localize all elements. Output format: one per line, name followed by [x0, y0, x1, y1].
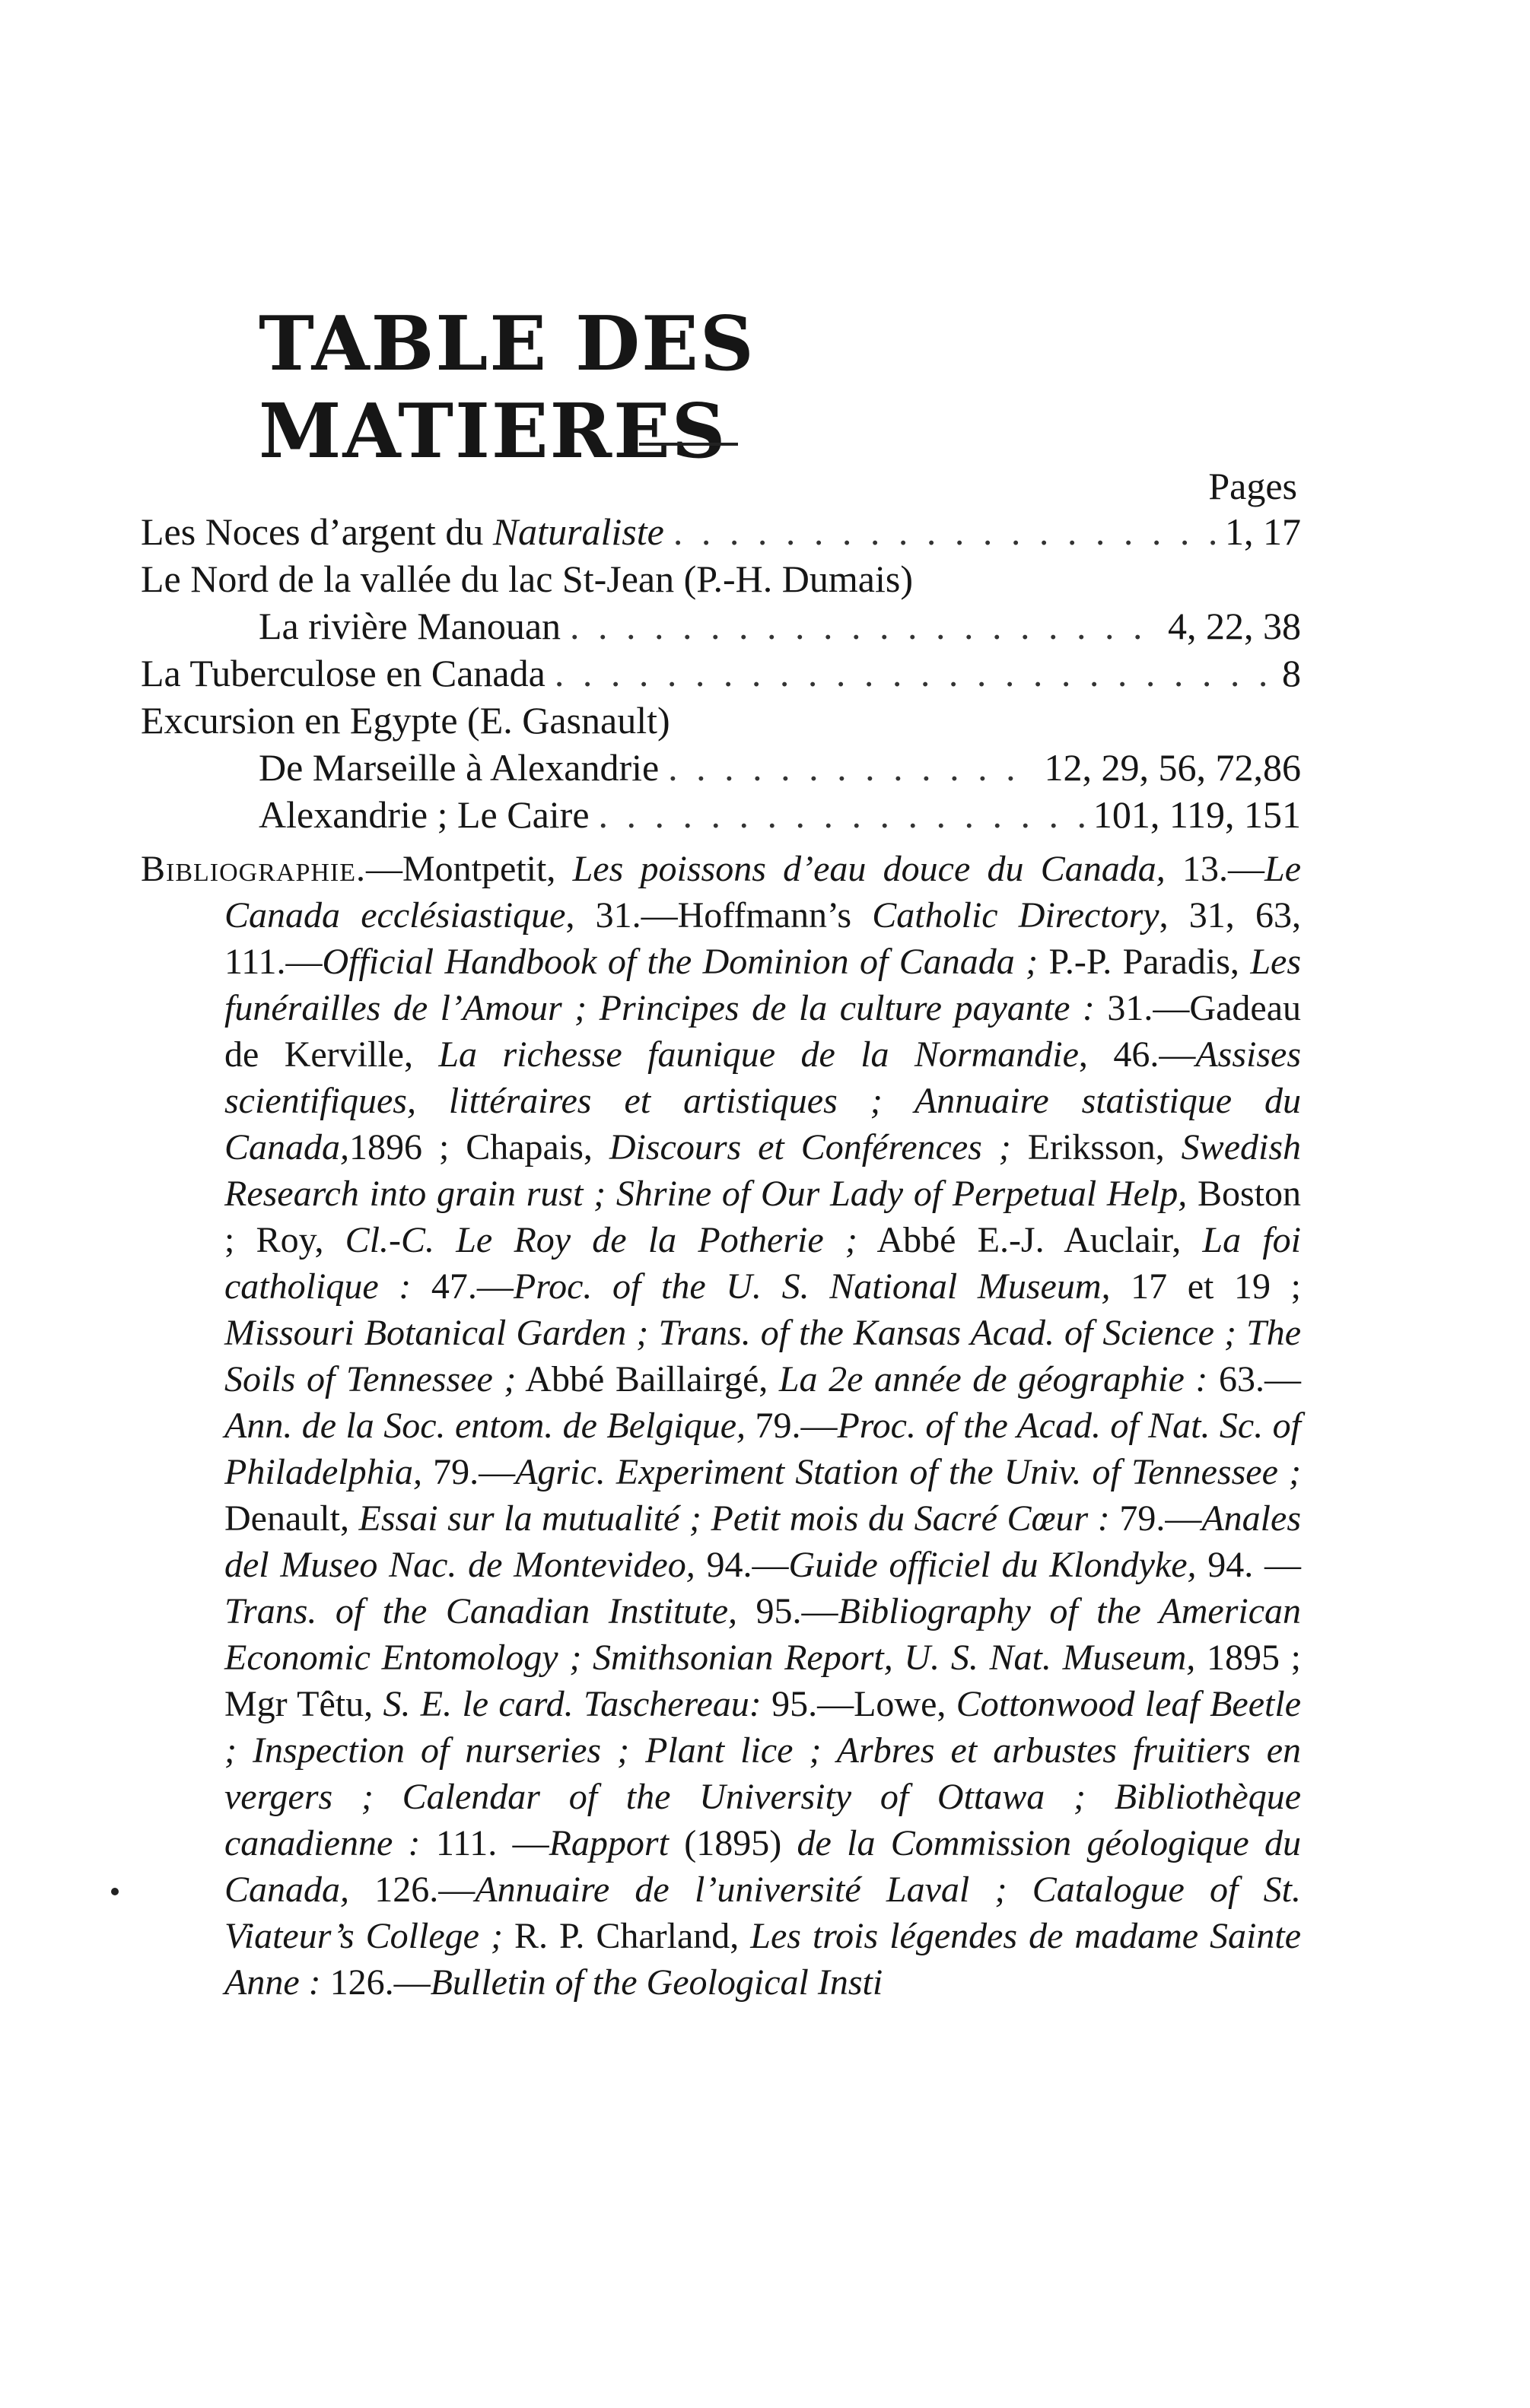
leader-dots: [570, 602, 1159, 650]
bibliography-text: P.-P. Paradis,: [1038, 942, 1251, 982]
bibliography-title: Cottonwood leaf Beetle ; Inspection of nurseries ; Plant lice ; Arbres et arbustes fruitiers en vergers ; Calendar of the University of Ottawa ; Bibliothèque canadienne :: [224, 1684, 1302, 1863]
margin-dot: [111, 1888, 119, 1895]
bibliography-title: Discours et Conférences ;: [609, 1127, 1011, 1167]
bibliography-text: 1895 ; Mgr Têtu,: [224, 1638, 1301, 1724]
leader-dots: [673, 508, 1216, 555]
bibliography-title: Proc. of the Acad. of Nat. Sc. of Philadelphia,: [224, 1406, 1301, 1492]
bibliography-title: Bulletin of the Geological Insti: [430, 1962, 883, 2003]
bibliography-title: S. E. le card. Taschereau:: [383, 1684, 762, 1724]
bibliography-text: 94. —: [1196, 1545, 1302, 1585]
bibliography-text: Abbé E.-J. Auclair,: [857, 1220, 1203, 1260]
bibliography-text: 95.—Lowe,: [761, 1684, 956, 1724]
leader-dots: [599, 791, 1084, 838]
bibliography-title: Trans. of the Canadian Institute,: [224, 1591, 738, 1631]
toc-entry-pages: 8: [1282, 652, 1301, 694]
bibliography-paragraph: [141, 846, 1302, 2006]
bibliography-title: Official Handbook of the Dominion of Canada ;: [322, 942, 1039, 982]
leader-dots: [668, 744, 1035, 791]
bibliography-text: 47.—: [411, 1266, 514, 1307]
bibliography-title: Rapport: [549, 1823, 669, 1863]
toc-entry: Excursion en Egypte (E. Gasnault): [141, 699, 670, 742]
bibliography-text: 94.—: [695, 1545, 789, 1585]
bibliography-text: , 31.—Hoffmann’s: [565, 895, 873, 936]
bibliography-title: Les funérailles de l’Amour ; Principes de la culture payante :: [224, 942, 1301, 1028]
toc-entry-pages: 12, 29, 56, 72,86: [1044, 746, 1301, 789]
bibliography-text: Eriksson,: [1010, 1127, 1182, 1167]
bibliography-text: 31.—Gadeau de Kerville,: [224, 988, 1302, 1075]
bibliography-text: 1896 ; Chapais,: [349, 1127, 609, 1167]
toc-entry: Le Nord de la vallée du lac St-Jean (P.-H. Dumais): [141, 558, 913, 600]
bibliography-text: 111. —: [420, 1823, 549, 1863]
bibliography-title: Catholic Directory: [872, 895, 1159, 936]
bibliography-text: , 46.—: [1078, 1034, 1196, 1075]
toc-entry: La Tuberculose en Canada . . . 8: [141, 650, 1301, 697]
toc-entry-pages: 101, 119, 151: [1093, 793, 1301, 836]
bibliography-title: Annuaire de l’université Laval ; Catalogue of St. Viateur’s College ;: [224, 1870, 1302, 1956]
toc-entry: Alexandrie ; Le Caire . . . 101, 119, 151: [259, 791, 1301, 838]
bibliography-text: Boston ; Roy,: [224, 1174, 1302, 1260]
bibliography-text: 63.—: [1207, 1359, 1301, 1399]
bibliography-heading: Bibliographie.: [141, 849, 366, 889]
pages-column-header: Pages: [1208, 465, 1297, 507]
bibliography-text: 79.—: [1109, 1498, 1202, 1539]
toc-entry: De Marseille à Alexandrie . . . 12, 29, 56, 72,86: [259, 744, 1301, 791]
bibliography-title: Swedish Research into grain rust ; Shrine of Our Lady of Perpetual Help,: [224, 1127, 1302, 1214]
bibliography-title: Assises scientifiques, littéraires et artistiques ; Annuaire statistique du Canada,: [224, 1034, 1301, 1167]
bibliography-title: Guide officiel du Klondyke,: [788, 1545, 1197, 1585]
bibliography-text: Abbé Baillairgé,: [516, 1359, 779, 1399]
bibliography-text: 95.—: [737, 1591, 838, 1631]
bibliography-text: —Montpetit,: [366, 849, 573, 889]
bibliography-title: Essai sur la mutualité ; Petit mois du Sacré Cœur :: [358, 1498, 1110, 1539]
toc-entry: La rivière Manouan . . . 4, 22, 38: [259, 602, 1301, 650]
bibliography-title: Le Canada ecclésiastique: [224, 849, 1302, 936]
bibliography-title: Bibliography of the American Economic Entomology ; Smithsonian Report, U. S. Nat. Museum,: [224, 1591, 1302, 1678]
toc-entry-pages: 4, 22, 38: [1168, 605, 1301, 647]
toc-entry-pages: 1, 17: [1225, 510, 1301, 553]
bibliography-text: Denault,: [224, 1498, 359, 1539]
bibliography-text: , 31, 63, 111.—: [224, 895, 1301, 982]
bibliography-title: de la Commission géologique du Canada,: [224, 1823, 1302, 1910]
bibliography-title: Proc. of the U. S. National Museum,: [513, 1266, 1111, 1307]
title-divider: [639, 443, 738, 446]
page-title: TABLE DES MATIERES: [259, 300, 755, 475]
bibliography-text: 13.—: [1165, 849, 1265, 889]
bibliography-text: 79.—: [746, 1406, 838, 1446]
toc-entry: Les Noces d’argent du Naturaliste . . . 1, 17: [141, 508, 1301, 555]
bibliography-title: Missouri Botanical Garden ; Trans. of the Kansas Acad. of Science ; The Soils of Tennessee ;: [224, 1313, 1301, 1399]
leader-dots: [555, 650, 1273, 697]
bibliography-title: Agric. Experiment Station of the Univ. of Tennessee ;: [515, 1452, 1301, 1492]
bibliography-title: Ann. de la Soc. entom. de Belgique,: [224, 1406, 746, 1446]
bibliography-text: 126.—: [349, 1870, 476, 1910]
bibliography-text: 79.—: [421, 1452, 516, 1492]
bibliography-title: La 2e année de géographie :: [778, 1359, 1208, 1399]
bibliography-text: (1895): [668, 1823, 797, 1863]
bibliography-title: Les trois légendes de madame Sainte Anne :: [224, 1916, 1302, 2003]
bibliography-text: 126.—: [320, 1962, 431, 2003]
bibliography-title: La richesse faunique de la Normandie: [438, 1034, 1079, 1075]
toc-entry-italic: Naturaliste: [492, 510, 664, 553]
bibliography-text: 17 et 19 ;: [1110, 1266, 1301, 1307]
bibliography-title: La foi catholique :: [224, 1220, 1302, 1307]
bibliography-section: [141, 846, 1301, 2006]
bibliography-title: Cl.-C. Le Roy de la Potherie ;: [345, 1220, 857, 1260]
bibliography-title: Anales del Museo Nac. de Montevideo,: [224, 1498, 1301, 1585]
bibliography-title: Les poissons d’eau douce du Canada,: [572, 849, 1166, 889]
bibliography-text: R. P. Charland,: [502, 1916, 751, 1956]
